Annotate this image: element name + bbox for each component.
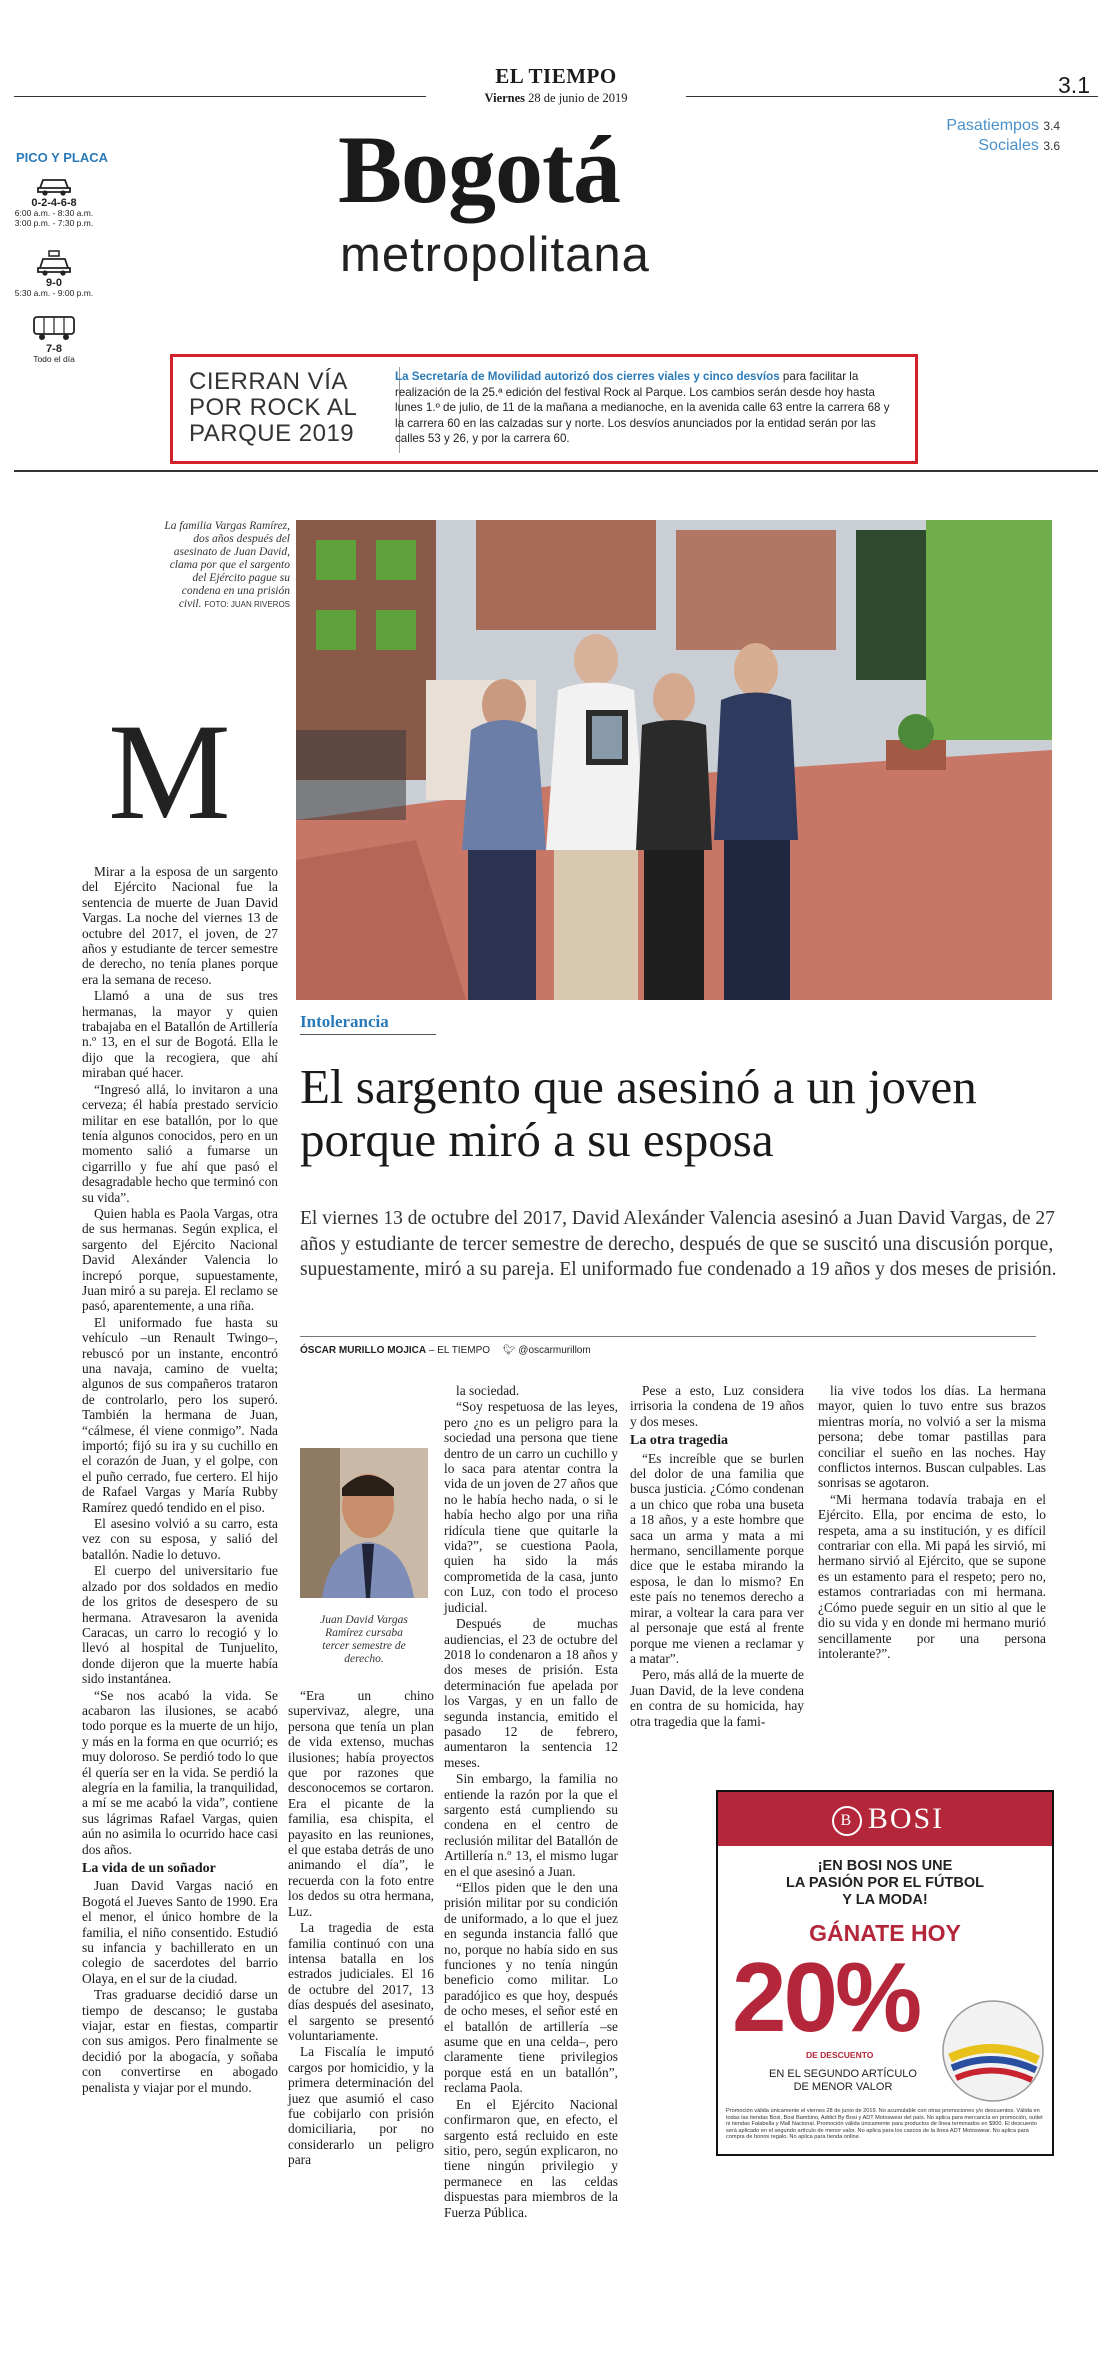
portrait-photo <box>300 1448 428 1598</box>
section-rule <box>14 470 1098 472</box>
section-index <box>880 116 1060 156</box>
paragraph: lia vive todos los días. La hermana mayor, quien lo tuvo entre sus brazos mientras moría, no volvió a ser la misma persona; debe tomar pastillas para conciliar el sueño en las noches. Hay conflictos internos. Buscan culpables. Las sonrisas se agotaron. <box>818 1383 1046 1491</box>
drop-cap: M <box>108 695 231 848</box>
byline-rule <box>300 1336 1036 1337</box>
paragraph: Después de muchas audiencias, el 23 de octubre del 2018 lo condenaron a 18 años y dos meses de prisión. Esta determinación fue apelada por los Vargas, y en un fallo de segunda instancia, emitido el pasado 12 de febrero, aumentaron la sentencia 12 meses. <box>444 1616 618 1770</box>
family-photo <box>296 520 1052 1000</box>
paragraph: “Mi hermana todavía trabaja en el Ejército. Ella, por encima de esto, lo respeta, ama a su institución, y es difícil contrariar con ella. Mi papá les sirvió, mi hermano sirvió al Ejército, que se supone es un estamento para el respeto; pero no, estamos contrariadas con mi hermana. ¿Cómo puede seguir en un sitio al que le dio su vida y en donde mi hermano murió sencillamente por una persona intolerante?”. <box>818 1491 1046 1661</box>
index-item-pasatiempos[interactable]: Pasatiempos 3.4 <box>946 117 1060 134</box>
paragraph: “Ellos piden que le den una prisión militar por su condición de uniformado, a lo que el juez en segunda instancia falló que no, porque no había sido en sus funciones y no tenía ningún beneficio como militar. Lo paradójico es que hoy, después de ocho meses, el señor esté en el batallón de artillería –se asume que en una celda–, pero claramente tiene privilegios porque está en un batallón”, reclama Paola. <box>444 1880 618 2096</box>
truck-icon <box>31 314 77 342</box>
subheading: La vida de un soñador <box>82 1861 216 1876</box>
subheading: La otra tragedia <box>630 1433 728 1449</box>
notice-body: La Secretaría de Movilidad autorizó dos cierres viales y cinco desvíos para facilitar la realización de la 25.ª edición del festival Rock al Parque. Los cambios serán desde hoy hasta lunes 1.º de julio, de 11 de la mañana a medianoche, en la avenida calle 63 entre la carrera 68 y la carrera 60 en las calzadas sur y norte. Los desvíos anunciados por la entidad serán por las calles 53 y 26, y por la carrera 60. <box>395 370 890 445</box>
paragraph: En el Ejército Nacional confirmaron que, en efecto, el sargento está recluido en este sitio, pero, según explicaron, no tiene ningún privilegio y permanece en las celdas dispuestas para miembros de la Fuerza Pública. <box>444 2096 618 2220</box>
article-summary: El viernes 13 de octubre del 2017, David Alexánder Valencia asesinó a Juan David Vargas, de 27 años y estudiante de tercer semestre de derecho, después de que se suscitó una discusión porque, supuestamente, miró a su pareja. El uniformado fue condenado a 19 años y dos meses de prisión. <box>300 1208 1057 1280</box>
family-photo-image <box>296 520 1052 1000</box>
paragraph: La Fiscalía le imputó cargos por homicidio, y la primera determinación del juez que asumió el caso fue cobijarlo con prisión domiciliaria, por no considerarlo un peligro para <box>288 2044 434 2168</box>
portrait-image <box>300 1448 428 1598</box>
ad-cta: GÁNATE HOY <box>809 1920 961 1946</box>
page-number: 3.1 <box>1058 72 1090 98</box>
paragraph: “Se nos acabó la vida. Se acabaron las ilusiones, se acabó todo porque es la muerte de un hijo, y más en la forma en que ocurrió; es muy doloroso. Se perdió todo lo que él quería ser en la vida. Se perdió la alegría en la familia, la tranquilidad, a mí se me acabó la vida”, contiene sus lágrimas Rafael Vargas, quien aún no asimila lo ocurrido hace casi dos años. <box>82 1687 278 1857</box>
paragraph: “Soy respetuosa de las leyes, pero ¿no es un peligro para la sociedad una persona que tiene dentro de un carro un cuchillo y lo saca para atentar contra la vida de un joven de 27 años que no le había hecho nada, o si le había hecho algo por una riña ridícula tiene que quitarle la vida?”, se cuestiona Paola, quien ha sido la más comprometida de la casa, junto con Luz, con todo el proceso judicial. <box>444 1399 618 1615</box>
paragraph: Mirar a la esposa de un sargento del Ejército Nacional fue la sentencia de muerte de Juan David Vargas. La noche del viernes 13 de octubre del 2017, el joven, de 27 años y estudiante de tercer semestre de derecho, no tenía planes porque era la semana de receso. <box>82 864 278 987</box>
notice-title: CIERRAN VÍA POR ROCK AL PARQUE 2019 <box>189 368 357 447</box>
article-column-5 <box>818 1383 1046 1662</box>
bosi-advertisement[interactable] <box>716 1790 1054 2156</box>
twitter-icon: 🐦︎ <box>502 1345 516 1356</box>
article-headline: El sargento que asesinó a un joven porque miró a su esposa <box>300 1059 977 1167</box>
paragraph: El uniformado fue hasta su vehículo –un Renault Twingo–, rebuscó por un instante, encontró una navaja, camino de vuelta; algunos de sus compañeros trataron de controlarlo, pero los superó. También la hermana de Juan, “cálmese, él viene conmigo”. Nada importó; fijó su ira y su cuchillo en el corazón de Juan, y el golpe, con el puño cerrado, fue certero. El hijo de Rafael Vargas y María Rubby Ramírez quedó tendido en el piso. <box>82 1314 278 1515</box>
paragraph: la sociedad. <box>456 1383 520 1398</box>
paragraph: Tras graduarse decidió darse un tiempo de descanso; le gustaba viajar, estar en fiestas, compartir con sus amigos. Pero finalmente se decidió por la abogacía, y soñaba con convertirse en abogado penalista y viajar por el mundo. <box>82 1987 278 2095</box>
paragraph: Quien habla es Paola Vargas, otra de sus hermanas. Según explica, el sargento del Ejército Nacional David Alexánder Valencia lo increpó porque, supuestamente, Juan miró a su pareja. El reclamo se pasó, aparentemente, a una riña. <box>82 1205 278 1314</box>
bosi-logo-icon: B <box>832 1806 862 1836</box>
paragraph: Pero, más allá de la muerte de Juan David, de la leve condena en contra de su homicida, hay otra tragedia que la fami- <box>630 1667 804 1729</box>
paragraph: El asesino volvió a su carro, esta vez con su esposa, y salió del batallón. Nadie lo detuvo. <box>82 1516 278 1562</box>
ad-brand: B BOSI <box>788 1802 988 1836</box>
ad-slogan: ¡EN BOSI NOS UNE LA PASIÓN POR EL FÚTBOL Y LA MODA! <box>786 1858 984 1908</box>
article-kicker: Intolerancia <box>300 1012 389 1031</box>
portrait-caption: Juan David Vargas Ramírez cursaba tercer semestre de derecho. <box>320 1614 408 1665</box>
index-item-sociales[interactable]: Sociales 3.6 <box>978 137 1060 154</box>
paragraph: Pese a esto, Luz considera irrisoria la condena de 19 años y dos meses. <box>630 1383 804 1429</box>
paragraph: “Ingresó allá, lo invitaron a una cerveza; él había prestado servicio militar en ese batallón, por lo que tenía algunos conocidos, pero en un momento salió a fumarse un cigarrillo y fue ahí que pasó el desagradable hecho que terminó con su vida”. <box>82 1081 278 1205</box>
car-icon <box>34 172 74 196</box>
pico-placa-item: 0-2-4-6-8 6:00 a.m. - 8:30 a.m. 3:00 p.m. - 7:30 p.m. <box>14 172 94 228</box>
masthead-date: Viernes 28 de junio de 2019 <box>426 91 686 106</box>
ad-detail: EN EL SEGUNDO ARTÍCULO DE MENOR VALOR <box>769 2068 917 2093</box>
paragraph: Juan David Vargas nació en Bogotá el Jueves Santo de 1990. Era el menor, el único hombre de la familia, el niño consentido. Estudió su infancia y bachillerato en un colegio de sacerdotes del barrio Olaya, en el sur de la ciudad. <box>82 1878 278 1986</box>
section-subtitle: metropolitana <box>340 228 650 282</box>
article-column-1 <box>82 864 278 2096</box>
article-column-4 <box>630 1383 804 1730</box>
road-closure-notice <box>170 354 918 464</box>
pico-placa-item: 9-0 5:30 a.m. - 9:00 p.m. <box>14 250 94 298</box>
pico-placa-item: 7-8 Todo el día <box>14 314 94 364</box>
section-title: Bogotá <box>338 116 620 223</box>
pico-placa-title: PICO Y PLACA <box>16 150 108 165</box>
photo-caption: La familia Vargas Ramírez, dos años después del asesinato de Juan David, clama por que el sargento del Ejército pague su condena en una prisión civil. FOTO: JUAN RIVEROS <box>164 520 290 610</box>
paragraph: El cuerpo del universitario fue alzado por dos soldados en medio de los gritos de desespero de su hermana. Atravesaron la avenida Caracas, un carro lo recogió y lo llevó al hospital de Tunjuelito, donde dijeron que la muerte había sido instantánea. <box>82 1563 278 1687</box>
taxi-icon <box>34 250 74 276</box>
paragraph: “Es increíble que se burlen del dolor de una familia que busca justicia. ¿Cómo condenan a un chico que roba una buseta a 18 años, y a este hombre que saca un arma y mata a mi hermano, sencillamente porque dice que le estaba mirando la esposa, le dan lo mismo? En este país no tenemos derecho a mirar, a voltear la cara para ver al personaje que está al frente porque me vienen a reclamar y a matar”. <box>630 1450 804 1666</box>
kicker-rule <box>300 1034 436 1035</box>
ad-discount: DE DESCUENTO <box>806 2050 874 2060</box>
byline: ÓSCAR MURILLO MOJICA – EL TIEMPO 🐦︎ @oscarmurillom <box>300 1345 591 1356</box>
ad-fine-print: Promoción válida únicamente el viernes 28 de junio de 2019. No acumulable con otras promociones y/o descuentos. Válida en todas las tiendas Bosi, Bosi Bambino, Addict By Bosi y ADT Motoswear del país. No aplica para mercancía en promoción, outlet ni tiendas Falabella y Mall Nacional. Promoción válida únicamente para productos de línea terminados en $900. El descuento será aplicado en el segundo artículo de menor valor. No aplica para los cascos de la línea ADT Motoswear. No aplica para compra de bonos regalo. No aplica para tienda online. <box>726 2108 1043 2141</box>
ad-percent: 20% <box>732 1942 920 2052</box>
paper-name: EL TIEMPO <box>495 64 617 88</box>
paragraph: Llamó a una de sus tres hermanas, la mayor y quien trabajaba en el Batallón de Artillería n.º 13, en el sur de Bogotá. Ella le dijo que la recogiera, que ahí miraban qué hacer. <box>82 988 278 1081</box>
paragraph: “Era un chino supervivaz, alegre, una persona que tenía un plan de vida extenso, muchas ilusiones; había proyectos que por razones que desconocemos se cortaron. Era el picante de la familia, esa chispita, el payasito en las reuniones, el que estaba detrás de uno animando el día”, le recuerda con la foto entre los dedos su otra hermana, Luz. <box>288 1688 434 1919</box>
paragraph: Sin embargo, la familia no entiende la razón por la que el sargento está cumpliendo su condena en el centro de reclusión militar del Batallón de Artillería n.º 13, el mismo lugar en el que asesinó a Juan. <box>444 1771 618 1879</box>
soccer-ball-icon <box>940 1998 1046 2104</box>
paragraph: La tragedia de esta familia continuó con una intensa batalla en los estrados judiciales. El 16 de octubre del 2017, 13 días después del asesinato, el sargento se presentó voluntariamente. <box>288 1920 434 2043</box>
article-column-3 <box>444 1383 618 2221</box>
twitter-handle[interactable]: @oscarmurillom <box>518 1345 591 1356</box>
article-column-2 <box>288 1688 434 2169</box>
